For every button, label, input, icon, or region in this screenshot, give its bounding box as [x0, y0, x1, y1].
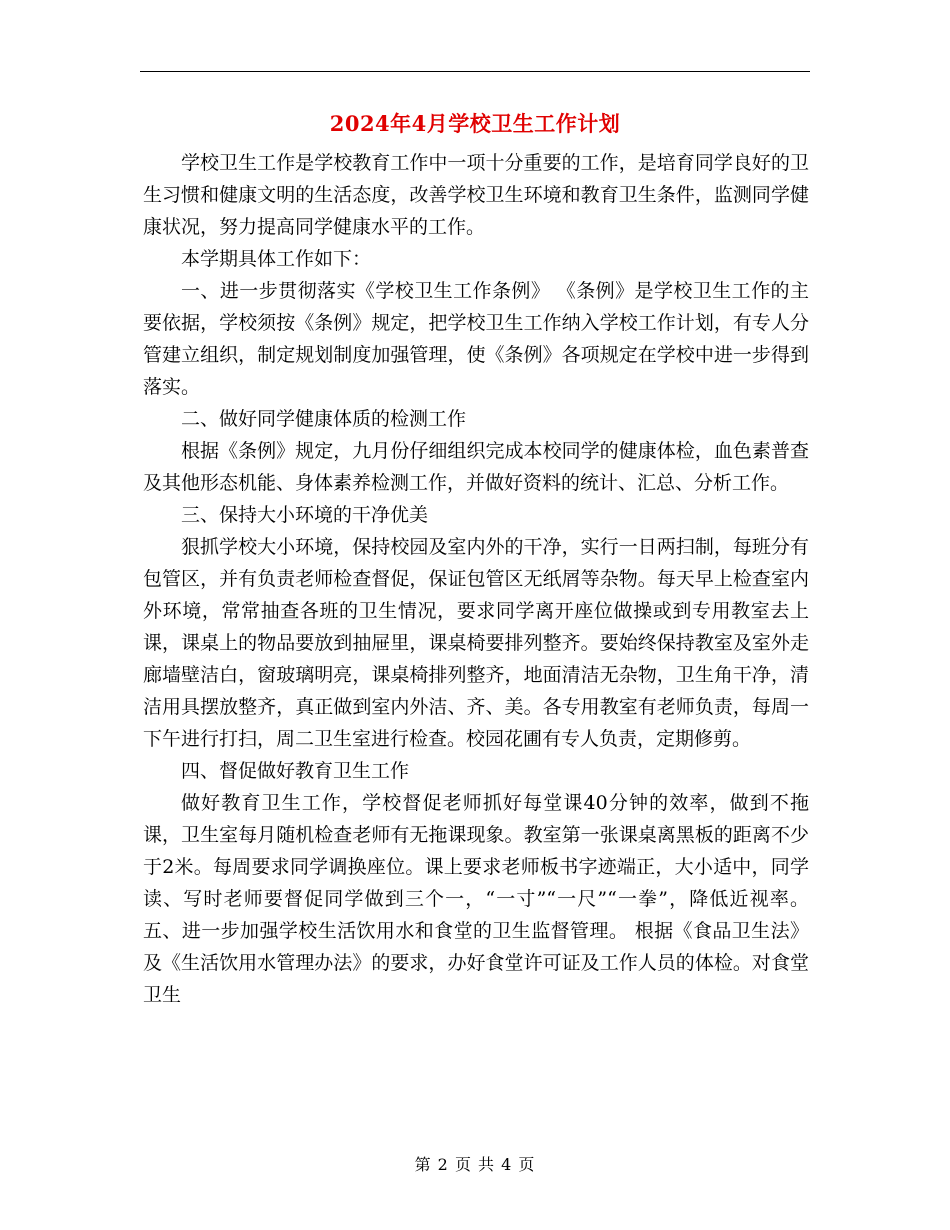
page-footer: 第 2 页 共 4 页: [414, 1155, 536, 1174]
paragraph-intro: 学校卫生工作是学校教育工作中一项十分重要的工作，是培育同学良好的卫生习惯和健康文明的生活态度，改善学校卫生环境和教育卫生条件，监测同学健康状况，努力提高同学健康水平的工作。: [143, 152, 809, 238]
document-body: [143, 147, 809, 1011]
header-rule: [140, 71, 810, 72]
paragraph-work-list-heading: 本学期具体工作如下：: [181, 248, 372, 270]
paragraph-section-4: 做好教育卫生工作，学校督促老师抓好每堂课40分钟的效率，做到不拖课，卫生室每月随机检查老师有无拖课现象。教室第一张课桌离黑板的距离不少于2米。每周要求同学调换座位。课上要求老师板书字迹端正，大小适中，同学读、写时老师要督促同学做到三个一，“一寸”“一尺”“一拳”，降低近视率。 五、进一步加强学校生活饮用水和食堂的卫生监督管理。 根据《食品卫生法》及《生活饮用水管理办法》的要求，办好食堂许可证及工作人员的体检。对食堂卫生: [143, 792, 809, 1006]
paragraph-section-1: 一、进一步贯彻落实《学校卫生工作条例》 《条例》是学校卫生工作的主要依据，学校须按《条例》规定，把学校卫生工作纳入学校工作计划，有专人分管建立组织，制定规划制度加强管理，使《条例》各项规定在学校中进一步得到落实。: [143, 280, 809, 398]
paragraph-section-3: 狠抓学校大小环境，保持校园及室内外的干净，实行一日两扫制，每班分有包管区，并有负责老师检查督促，保证包管区无纸屑等杂物。每天早上检查室内外环境，常常抽查各班的卫生情况，要求同学离开座位做操或到专用教室去上课，课桌上的物品要放到抽屉里，课桌椅要排列整齐。要始终保持教室及室外走廊墙壁洁白，窗玻璃明亮，课桌椅排列整齐，地面清洁无杂物，卫生角干净，清洁用具摆放整齐，真正做到室内外洁、齐、美。各专用教室有老师负责，每周一下午进行打扫，周二卫生室进行检查。校园花圃有专人负责，定期修剪。: [143, 536, 809, 750]
paragraph-section-2: 根据《条例》规定，九月份仔细组织完成本校同学的健康体检，血色素普查及其他形态机能、身体素养检测工作，并做好资料的统计、汇总、分析工作。: [143, 440, 809, 494]
section-heading-2: 二、做好同学健康体质的检测工作: [181, 408, 467, 430]
section-heading-4: 四、督促做好教育卫生工作: [181, 760, 410, 782]
document-title: 2024年4月学校卫生工作计划: [329, 111, 621, 136]
section-heading-3: 三、保持大小环境的干净优美: [181, 504, 429, 526]
